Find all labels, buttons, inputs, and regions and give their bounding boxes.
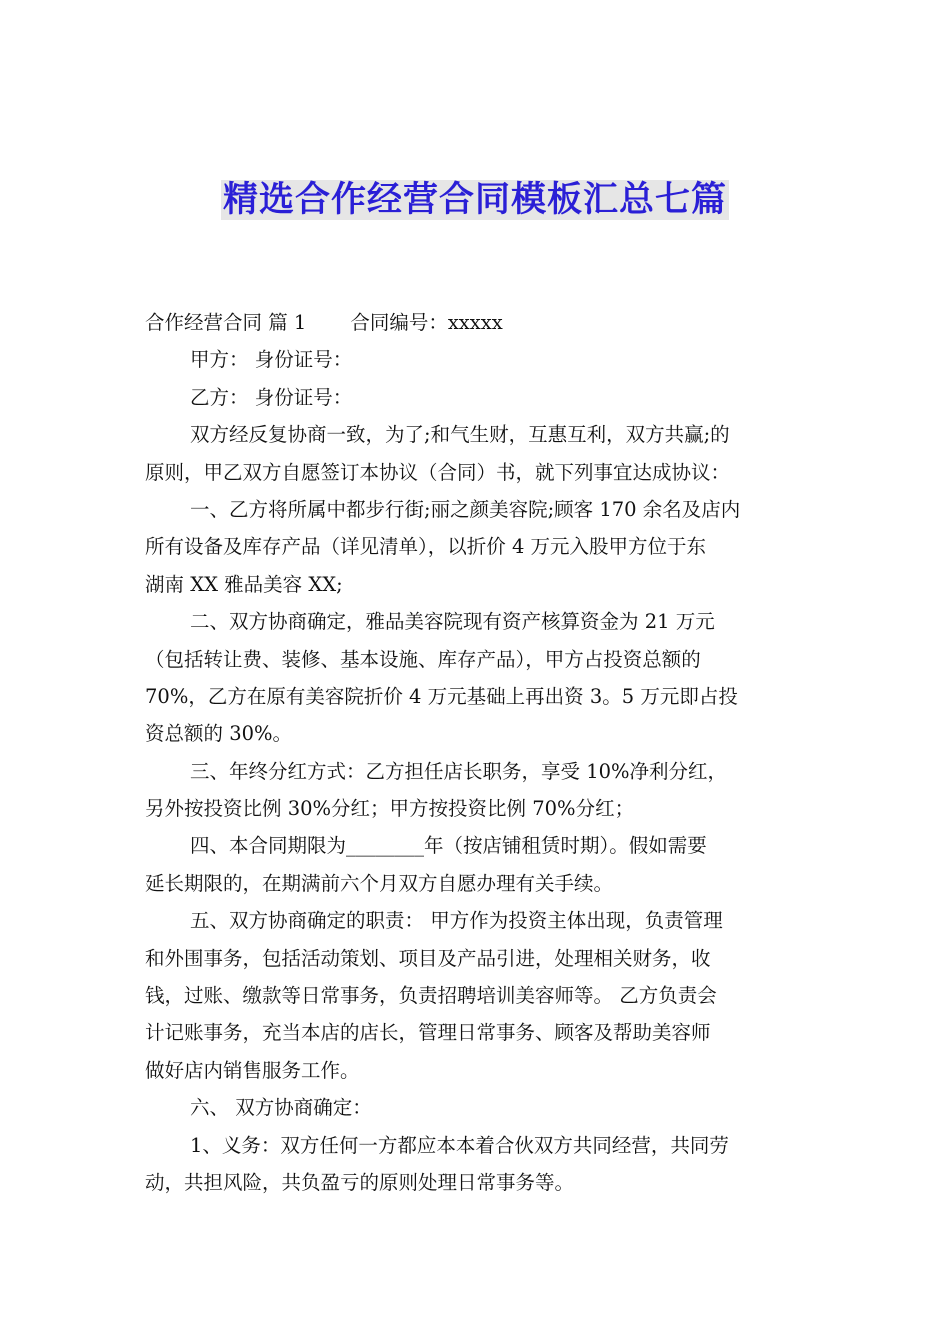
paragraph-line: 计记账事务，充当本店的店长，管理日常事务、顾客及帮助美容师 bbox=[145, 1021, 711, 1045]
paragraph-line: 钱，过账、缴款等日常事务，负责招聘培训美容师等。 乙方负责会 bbox=[145, 984, 717, 1008]
paragraph-line: 乙方： 身份证号： bbox=[190, 385, 353, 409]
paragraph-line: 动，共担风险，共负盈亏的原则处理日常事务等。 bbox=[145, 1170, 575, 1194]
paragraph-line: 双方经反复协商一致，为了;和气生财，互惠互利，双方共赢;的 bbox=[190, 423, 730, 447]
document-title-block bbox=[0, 176, 950, 224]
paragraph-line: 甲方： 身份证号： bbox=[190, 348, 353, 372]
paragraph-line: 另外按投资比例 30%分红；甲方按投资比例 70%分红； bbox=[145, 797, 635, 821]
paragraph-line: 延长期限的，在期满前六个月双方自愿办理有关手续。 bbox=[145, 871, 614, 895]
section-heading: 合作经营合同 篇 1 bbox=[145, 311, 307, 334]
paragraph-line: 三、年终分红方式：乙方担任店长职务，享受 10%净利分红， bbox=[190, 759, 728, 783]
paragraph-line: 原则，甲乙双方自愿签订本协议（合同）书，就下列事宜达成协议： bbox=[145, 460, 731, 484]
contract-number: 合同编号：xxxxx bbox=[350, 311, 503, 334]
paragraph-line: 做好店内销售服务工作。 bbox=[145, 1058, 360, 1082]
paragraph-line: 一、乙方将所属中都步行街;丽之颜美容院;顾客 170 余名及店内 bbox=[190, 497, 741, 521]
paragraph-line: 四、本合同期限为________年（按店铺租赁时期）。假如需要 bbox=[190, 834, 707, 858]
heading-line bbox=[145, 304, 810, 341]
paragraph-line: 五、双方协商确定的职责： 甲方作为投资主体出现，负责管理 bbox=[190, 909, 723, 933]
document-title: 精选合作经营合同模板汇总七篇 bbox=[222, 180, 727, 220]
paragraph-line: 湖南 XX 雅品美容 XX; bbox=[145, 572, 343, 596]
paragraph-line: 1、义务：双方任何一方都应本本着合伙双方共同经营，共同劳 bbox=[190, 1133, 729, 1157]
paragraph-line: 和外围事务，包括活动策划、项目及产品引进，处理相关财务，收 bbox=[145, 946, 711, 970]
paragraph-line: 资总额的 30%。 bbox=[145, 722, 293, 746]
paragraph-line: 所有设备及库存产品（详见清单），以折价 4 万元入股甲方位于东 bbox=[145, 535, 707, 559]
paragraph-line: 六、 双方协商确定： bbox=[190, 1096, 372, 1120]
paragraph-line: （包括转让费、装修、基本设施、库存产品），甲方占投资总额的 bbox=[145, 647, 701, 671]
paragraph-line: 70%，乙方在原有美容院折价 4 万元基础上再出资 3。5 万元即占投 bbox=[145, 684, 738, 708]
paragraph-line: 二、双方协商确定，雅品美容院现有资产核算资金为 21 万元 bbox=[190, 610, 715, 634]
document-body bbox=[145, 304, 810, 1201]
